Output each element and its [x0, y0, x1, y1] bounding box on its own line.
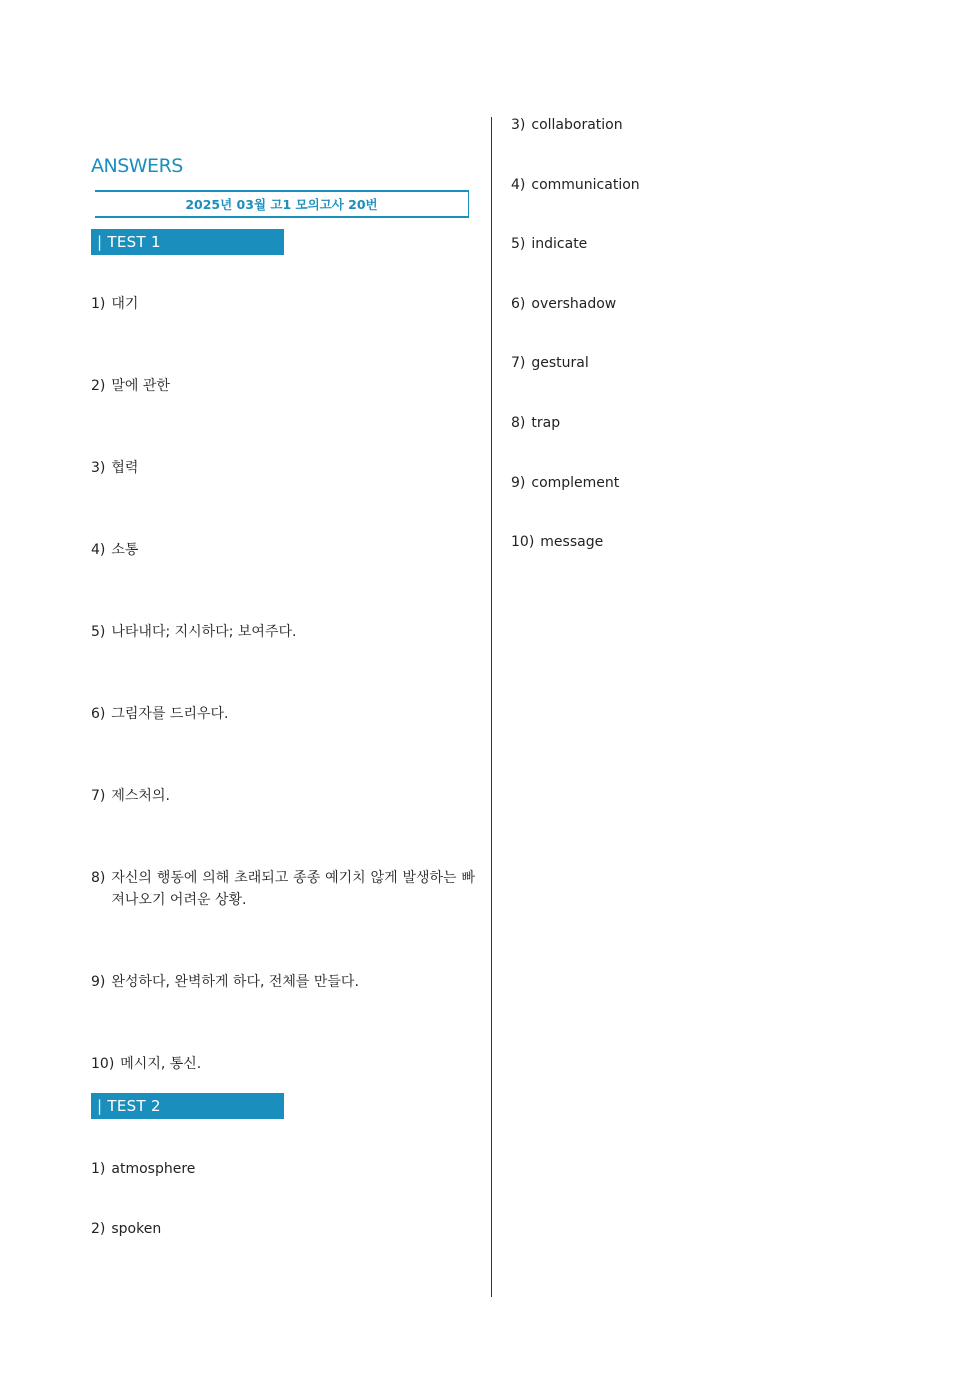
- item-number: 2): [91, 378, 106, 394]
- test1-item-5: [91, 621, 475, 643]
- test2-item-9: [511, 472, 911, 494]
- test1-item-8: [91, 867, 475, 911]
- item-answer: trap: [531, 415, 561, 431]
- test1-item-7: [91, 785, 475, 807]
- item-answer: indicate: [531, 236, 588, 252]
- answers-title: ANSWERS: [91, 155, 183, 177]
- test2-header: | TEST 2: [91, 1093, 284, 1119]
- item-number: 4): [511, 177, 526, 193]
- test1-item-1: [91, 293, 475, 315]
- item-answer: collaboration: [531, 117, 623, 133]
- test1-item-9: [91, 971, 475, 993]
- item-answer: 말에 관한: [111, 378, 170, 394]
- test1-item-6: [91, 703, 475, 725]
- test2-item-4: [511, 174, 911, 196]
- item-number: 6): [511, 296, 526, 312]
- test1-item-4: [91, 539, 475, 561]
- item-answer: 그림자를 드리우다.: [111, 706, 229, 722]
- item-number: 8): [91, 870, 106, 886]
- item-number: 3): [91, 460, 106, 476]
- test2-item-2: [91, 1218, 475, 1240]
- test1-item-2: [91, 375, 475, 397]
- test2-item-7: [511, 352, 911, 374]
- item-answer: message: [540, 534, 604, 550]
- item-answer: spoken: [111, 1221, 162, 1237]
- item-answer: communication: [531, 177, 640, 193]
- item-answer: 나타내다; 지시하다; 보여주다.: [111, 624, 297, 640]
- item-number: 2): [91, 1221, 106, 1237]
- item-number: 7): [511, 355, 526, 371]
- item-answer: complement: [531, 475, 620, 491]
- item-number: 5): [91, 624, 106, 640]
- item-number: 6): [91, 706, 106, 722]
- item-number: 1): [91, 1161, 106, 1177]
- item-answer: overshadow: [531, 296, 617, 312]
- test1-item-10: [91, 1053, 475, 1075]
- item-number: 9): [91, 974, 106, 990]
- item-number: 7): [91, 788, 106, 804]
- item-number: 5): [511, 236, 526, 252]
- item-answer: gestural: [531, 355, 589, 371]
- item-number: 4): [91, 542, 106, 558]
- item-number: 10): [511, 534, 535, 550]
- item-answer: 완성하다, 완벽하게 하다, 전체를 만들다.: [111, 974, 359, 990]
- column-divider: [491, 117, 492, 1297]
- item-number: 3): [511, 117, 526, 133]
- item-number: 9): [511, 475, 526, 491]
- item-number: 1): [91, 296, 106, 312]
- item-number: 10): [91, 1056, 115, 1072]
- test2-item-6: [511, 293, 911, 315]
- test2-item-8: [511, 412, 911, 434]
- test1-header: | TEST 1: [91, 229, 284, 255]
- test2-item-1: [91, 1158, 475, 1180]
- test2-item-10: [511, 531, 911, 553]
- item-answer: 제스처의.: [111, 788, 170, 804]
- item-answer: 협력: [111, 460, 139, 476]
- item-number: 8): [511, 415, 526, 431]
- item-answer: atmosphere: [111, 1161, 196, 1177]
- test2-item-3: [511, 114, 911, 136]
- item-answer: 메시지, 통신.: [120, 1056, 202, 1072]
- test2-item-5: [511, 233, 911, 255]
- item-answer: 대기: [111, 296, 139, 312]
- test1-item-3: [91, 457, 475, 479]
- item-answer: 자신의 행동에 의해 초래되고 종종 예기치 않게 발생하는 빠져나오기 어려운 상황.: [111, 870, 475, 908]
- item-answer: 소통: [111, 542, 139, 558]
- exam-info-box: 2025년 03월 고1 모의고사 20번: [95, 190, 469, 218]
